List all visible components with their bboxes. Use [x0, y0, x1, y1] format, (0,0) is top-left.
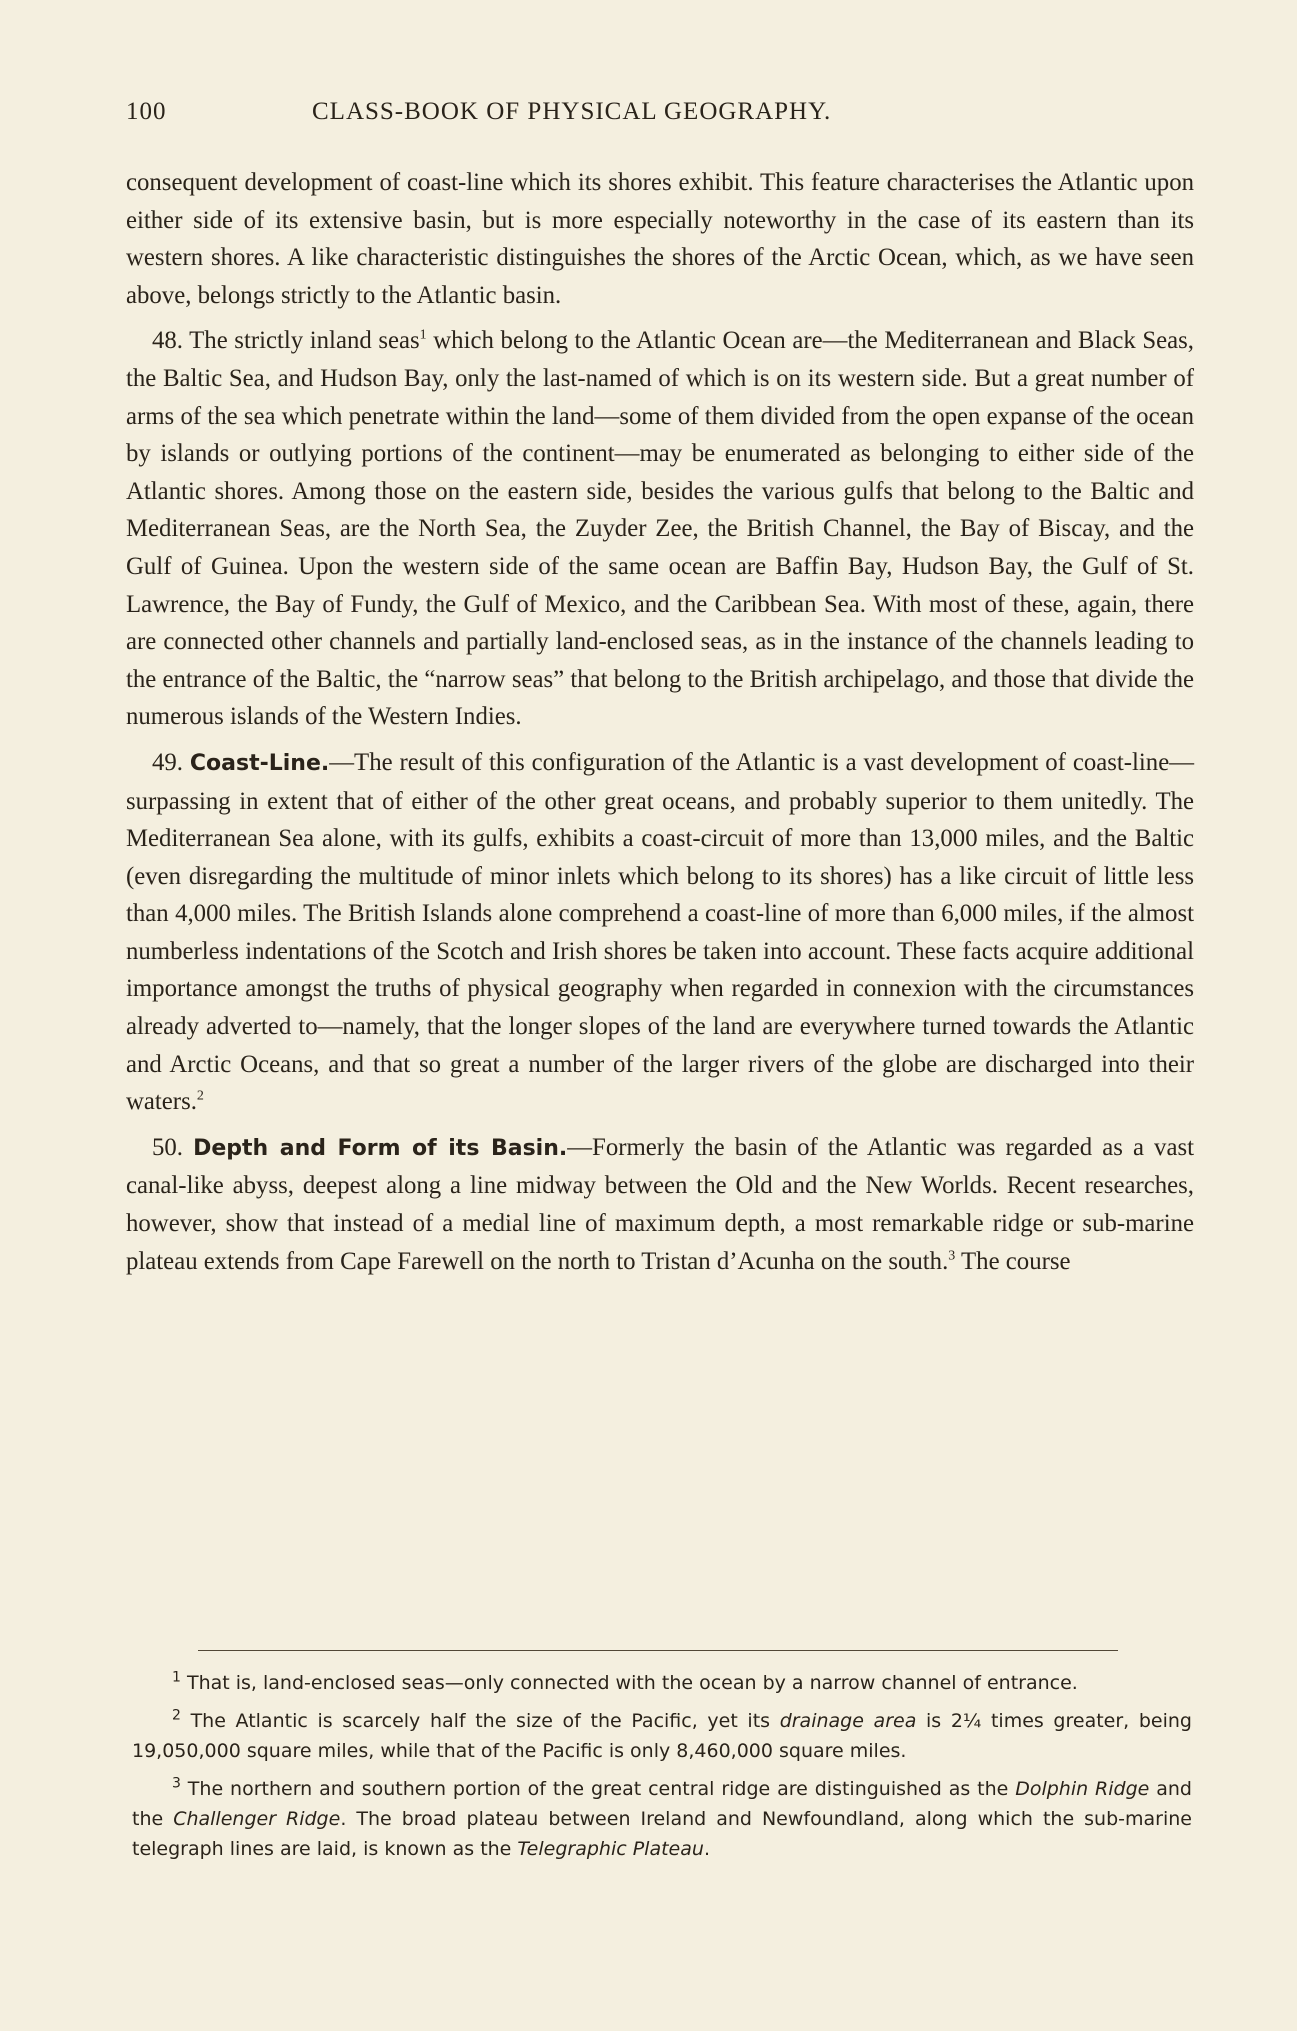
footnote-ref: 3: [948, 1248, 956, 1264]
section-title: Coast-Line.: [189, 750, 330, 776]
footnote-2: [132, 1706, 1192, 1766]
footnotes: [132, 1668, 1192, 1872]
paragraph-number: 49.: [152, 748, 183, 776]
paragraph-text: —Formerly the basin of the Atlantic was regarded as a vast canal-like abyss, deepest along a line midway between the Old and the New Worlds. Recent researches, however, show that instead of a medial line of maximum depth, a most remarkable ridge or sub-marine plateau extends from Cape Farewell on the north to Tristan d’Acunha on the south.: [126, 1133, 1195, 1275]
paragraph-text: consequent development of coast-line which its shores exhibit. This feature characterises the Atlantic upon either side of its extensive basin, but is more especially noteworthy in the case of its eastern than its western shores. A like characteristic distinguishes the shores of the Arctic Ocean, which, as we have seen above, belongs strictly to the Atlantic basin.: [126, 169, 1194, 309]
footnote-ref: 1: [419, 328, 427, 344]
footnote-text: and the: [132, 1778, 1192, 1830]
paragraph-text: —The result of this configuration of the Atlantic is a vast development of coast-line—surpassing in extent that of either of the other great oceans, and probably superior to them unitedly. The Mediterranean Sea alone, with its gulfs, exhibits a coast-circuit of more than 13,000 miles, and the Baltic (even disregarding the multitude of minor inlets which belong to its shores) has a like circuit of little less than 4,000 miles. The British Islands alone comprehend a coast-line of more than 6,000 miles, if the almost numberless indentations of the Scotch and Irish shores be taken into account. These facts acquire additional importance amongst the truths of physical geography when regarded in connexion with the circumstances already adverted to—namely, that the longer slopes of the land are everywhere turned towards the Atlantic and Arctic Oceans, and that so great a number of the larger rivers of the globe are discharged into their waters.: [126, 748, 1195, 1116]
running-header: [126, 98, 1196, 138]
paragraph-50: [126, 1129, 1194, 1280]
paragraph-text: which belong to the Atlantic Ocean are—the Mediterranean and Black Seas, the Baltic Sea, and Hudson Bay, only the last-named of which is on its western side. But a great number of arms of the sea which penetrate within the land—some of them divided from the open expanse of the ocean by islands or outlying portions of the continent—may be enumerated as belonging to either side of the Atlantic shores. Among those on the eastern side, besides the various gulfs that belong to the Baltic and Mediterranean Seas, are the North Sea, the Zuyder Zee, the British Channel, the Bay of Biscay, and the Gulf of Guinea. Upon the western side of the same ocean are Baffin Bay, Hudson Bay, the Gulf of St. Lawrence, the Bay of Fundy, the Gulf of Mexico, and the Caribbean Sea. With most of these, again, there are connected other channels and partially land-enclosed seas, as in the instance of the channels leading to the entrance of the Baltic, the “narrow seas” that belong to the British archipelago, and those that divide the numerous islands of the Western Indies.: [126, 327, 1194, 731]
running-title: CLASS-BOOK OF PHYSICAL GEOGRAPHY.: [312, 98, 832, 125]
main-text: [126, 164, 1194, 1288]
paragraph-text: The strictly inland seas: [183, 327, 420, 355]
page-number: 100: [126, 98, 167, 125]
footnote-italic: Telegraphic Plateau: [517, 1838, 704, 1860]
paragraph-continuation: [126, 164, 1194, 314]
footnote-italic: Dolphin Ridge: [1015, 1778, 1150, 1800]
footnote-mark: 1: [172, 1669, 181, 1686]
footnote-text: is 2¼ times greater, being 19,050,000 square miles, while that of the Pacific is only 8,460,000 square miles.: [132, 1710, 1192, 1762]
footnote-mark: 3: [172, 1775, 181, 1792]
footnote-italic: drainage area: [779, 1710, 917, 1732]
footnote-mark: 2: [172, 1707, 181, 1724]
footnote-text: The northern and southern portion of the great central ridge are distinguished as the: [180, 1778, 1016, 1800]
footnote-divider: [198, 1650, 1118, 1651]
paragraph-48: [126, 322, 1194, 736]
paragraph-number: 50.: [152, 1133, 183, 1161]
paragraph-text: The course: [955, 1247, 1071, 1275]
footnote-text: . The broad plateau between Ireland and Newfoundland, along which the sub-marine telegraph lines are laid, is known as the: [132, 1808, 1192, 1860]
paragraph-number: 48.: [152, 327, 183, 355]
footnote-3: [132, 1774, 1192, 1864]
footnote-text: The Atlantic is scarcely half the size of the Pacific, yet its: [180, 1710, 780, 1732]
footnote-ref: 2: [196, 1088, 204, 1104]
paragraph-49: [126, 744, 1194, 1121]
footnote-text: .: [703, 1838, 710, 1860]
section-title: Depth and Form of its Basin.: [193, 1135, 568, 1161]
footnote-1: [132, 1668, 1192, 1698]
footnote-text: That is, land-enclosed seas—only connected with the ocean by a narrow channel of entrance.: [180, 1672, 1078, 1694]
footnote-italic: Challenger Ridge: [173, 1808, 341, 1830]
